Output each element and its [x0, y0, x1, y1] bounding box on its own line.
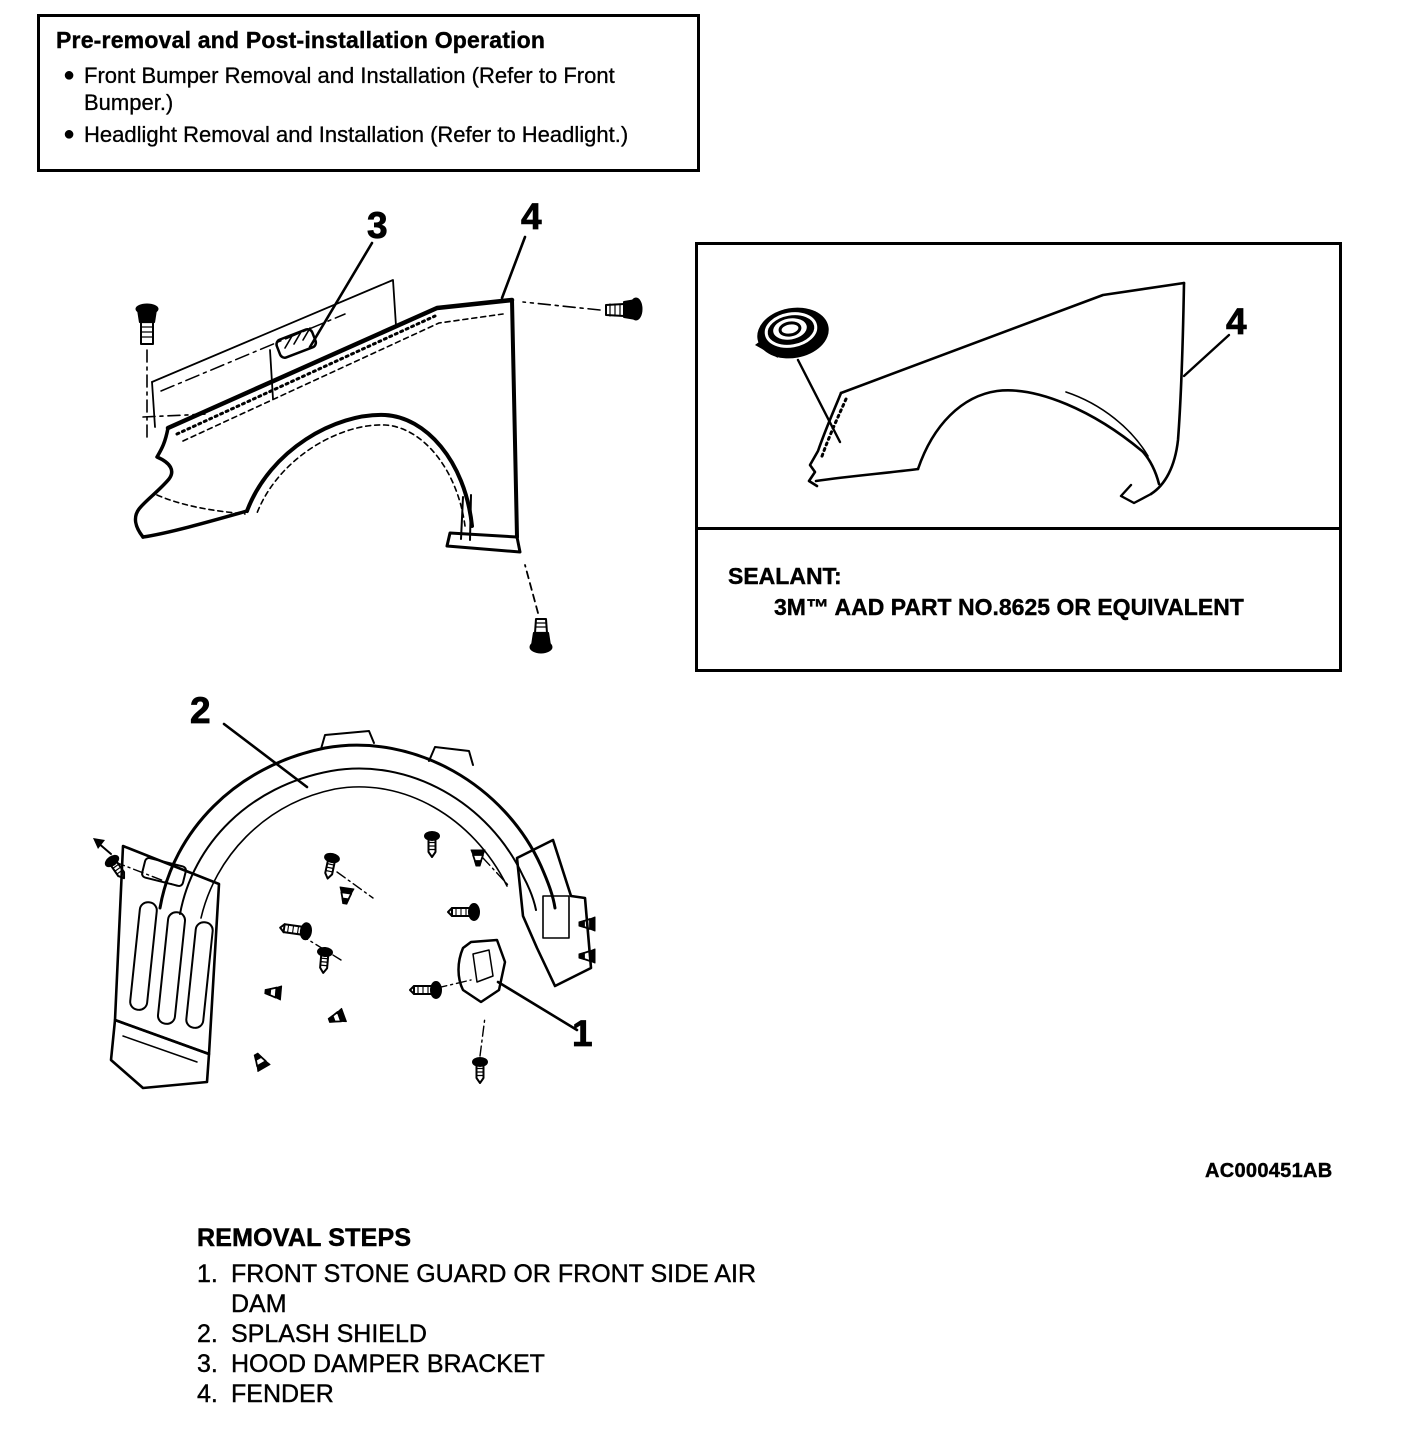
leader-line-4	[502, 237, 525, 298]
step-number: 1.	[197, 1260, 218, 1288]
step-label: SPLASH SHIELD	[231, 1320, 427, 1348]
splash-shield-front-panel	[111, 846, 219, 1088]
leader-line-3	[310, 243, 372, 347]
callout-3-hood-damper-bracket: 3	[367, 205, 388, 246]
removal-step	[197, 1319, 771, 1349]
fender-outline	[809, 283, 1184, 503]
sealant-label: SEALANT:	[728, 563, 842, 589]
pre-op-note-box	[37, 14, 700, 172]
callout-4-fender-sealant: 4	[1226, 301, 1247, 342]
splash-shield-diagram	[85, 690, 645, 1115]
sealant-box	[695, 242, 1342, 672]
assembly-lines	[115, 858, 509, 1056]
pre-op-item	[54, 121, 683, 148]
sealant-application-diagram	[698, 245, 1339, 524]
leader-line-1	[498, 982, 577, 1030]
callout-1-stone-guard: 1	[572, 1013, 593, 1054]
removal-steps-heading: REMOVAL STEPS	[197, 1224, 412, 1252]
callout-4-fender: 4	[521, 196, 542, 237]
front-stone-guard	[459, 940, 506, 1002]
figure-code: AC000451AB	[1205, 1160, 1333, 1182]
removal-steps	[197, 1224, 771, 1409]
pre-op-title: Pre-removal and Post-installation Operation	[56, 27, 546, 53]
sealant-spec: 3M™ AAD PART NO.8625 OR EQUIVALENT	[774, 594, 1244, 620]
step-number: 4.	[197, 1380, 218, 1408]
sealant-roll-icon	[753, 302, 833, 364]
splash-shield-rear-bracket	[517, 840, 591, 986]
leader-line-sealant	[798, 360, 840, 442]
pre-op-item-text: Front Bumper Removal and Installation (Refer to Front Bumper.)	[84, 63, 615, 115]
callout-2-splash-shield: 2	[190, 690, 211, 731]
removal-step	[197, 1379, 771, 1409]
pre-op-item	[54, 62, 683, 116]
sealant-text-pane	[698, 527, 1339, 672]
bolt-icon	[523, 298, 642, 320]
bullet-icon: ●	[62, 123, 76, 145]
step-number: 2.	[197, 1320, 218, 1348]
arrow-icon	[93, 838, 111, 854]
fender-inner-flange	[152, 280, 396, 382]
pre-op-list	[54, 62, 683, 148]
removal-step	[197, 1349, 771, 1379]
step-label: FENDER	[231, 1380, 334, 1408]
step-label: FRONT STONE GUARD OR FRONT SIDE AIR DAM	[231, 1260, 757, 1318]
bullet-icon: ●	[62, 64, 76, 86]
step-number: 3.	[197, 1350, 218, 1378]
pre-op-item-text: Headlight Removal and Installation (Refer to Headlight.)	[84, 122, 629, 147]
fender-removal-diagram	[95, 195, 685, 680]
leader-line-4	[1184, 335, 1229, 376]
step-label: HOOD DAMPER BRACKET	[231, 1350, 545, 1378]
fastener-icons	[103, 832, 595, 1084]
removal-step	[197, 1259, 771, 1319]
bolt-icon	[525, 565, 552, 653]
